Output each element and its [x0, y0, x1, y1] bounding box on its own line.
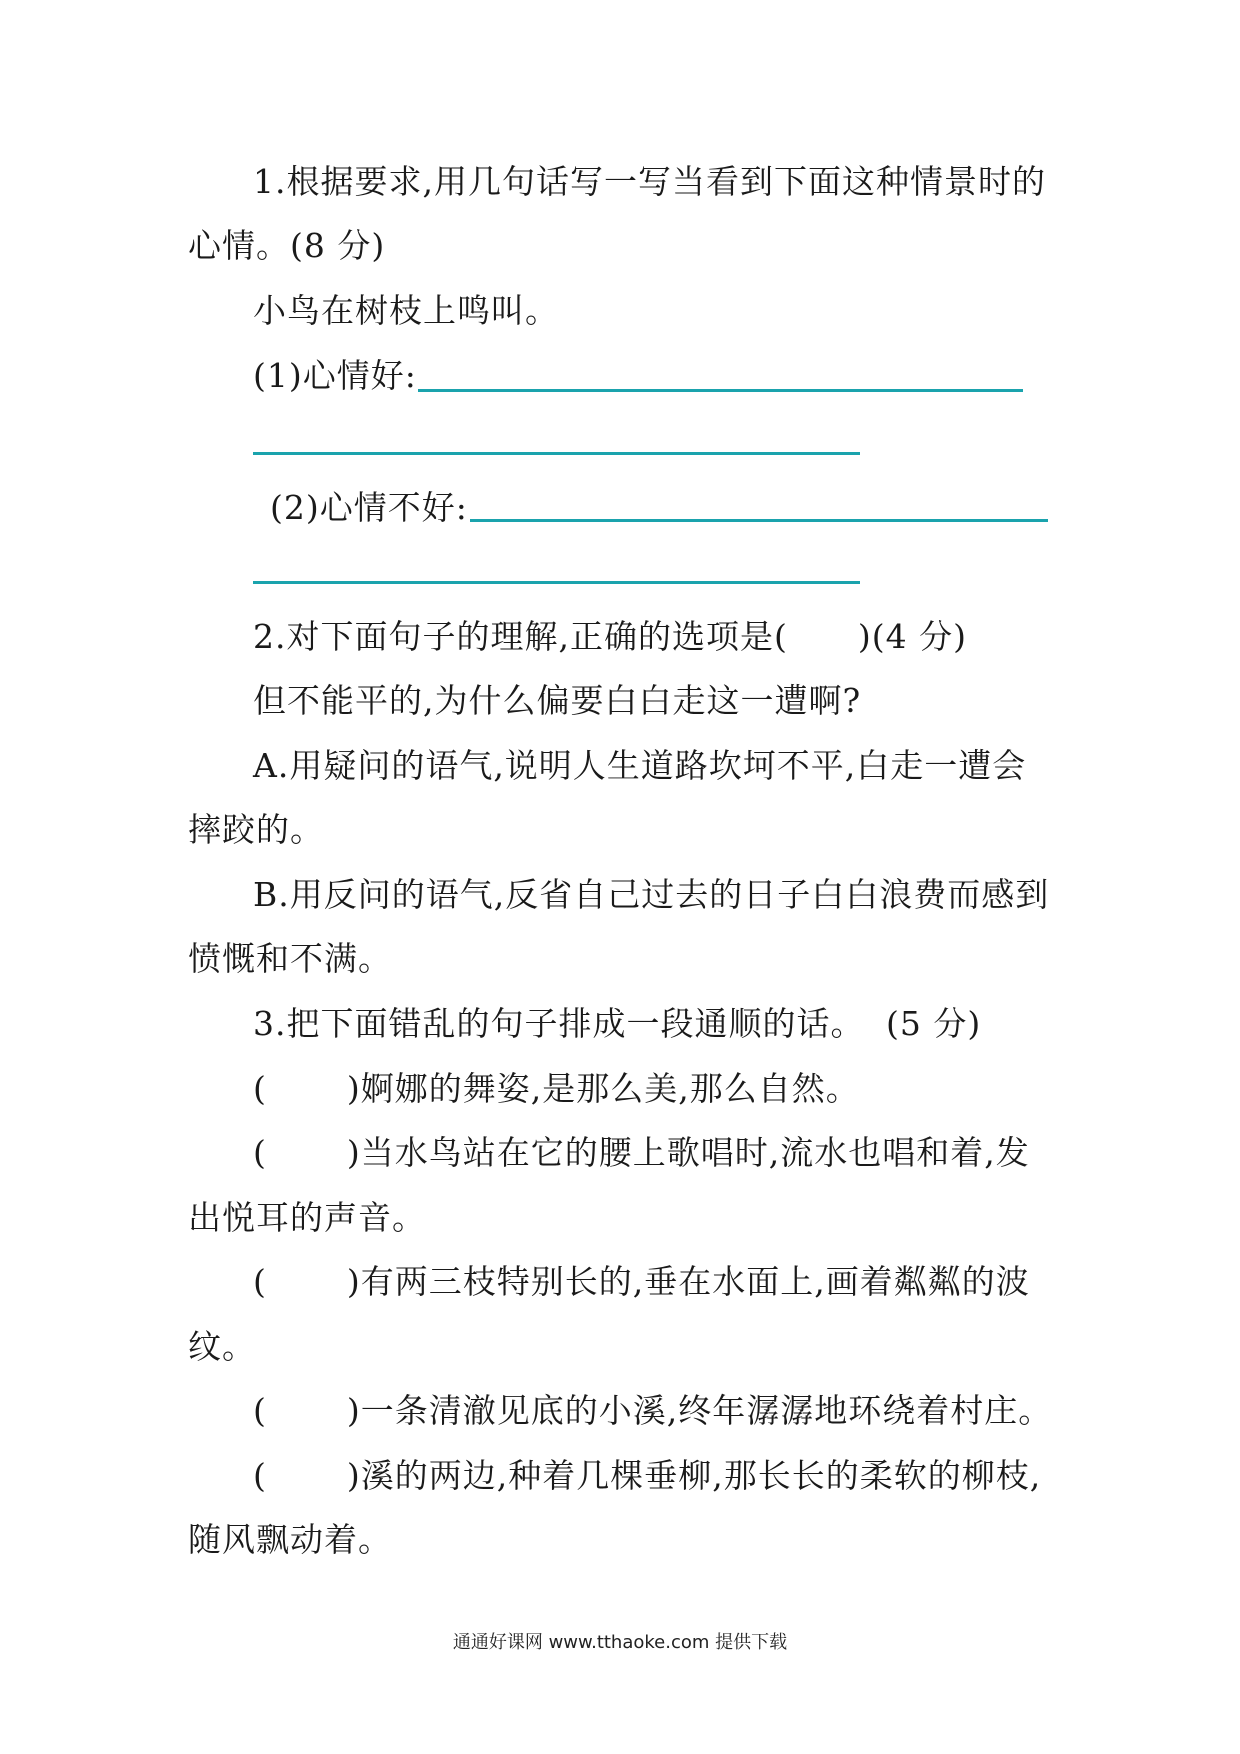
open-paren: ( [253, 1133, 267, 1172]
q2-option-b-line2: 愤慨和不满。 [188, 939, 392, 978]
q1-line1: 1.根据要求,用几句话写一写当看到下面这种情景时的 [253, 162, 1046, 201]
q3-sentence-4 [253, 1391, 1052, 1431]
q3-sentence-5-cont: 随风飘动着。 [188, 1520, 392, 1559]
q2-stem-text: 2.对下面句子的理解,正确的选项是( [253, 617, 788, 656]
q1-option2-answer-line[interactable] [470, 519, 1048, 522]
q1-sentence: 小鸟在树枝上鸣叫。 [253, 291, 559, 330]
sentence-text: 当水鸟站在它的腰上歌唱时,流水也唱和着,发 [360, 1133, 1030, 1172]
q2-score: )(4 分) [857, 617, 967, 656]
q2-option-b-line1: B.用反问的语气,反省自己过去的日子白白浪费而感到 [253, 875, 1050, 914]
close-paren: ) [346, 1456, 361, 1495]
close-paren: ) [346, 1069, 361, 1108]
q3-stem: 3.把下面错乱的句子排成一段通顺的话。 [253, 1004, 865, 1043]
q3-sentence-2-cont: 出悦耳的声音。 [188, 1198, 426, 1237]
open-paren: ( [253, 1262, 267, 1301]
q2-option-a-line2: 摔跤的。 [188, 810, 324, 849]
sentence-text: 一条清澈见底的小溪,终年潺潺地环绕着村庄。 [360, 1391, 1053, 1430]
sentence-text: 有两三枝特别长的,垂在水面上,画着粼粼的波 [360, 1262, 1030, 1301]
close-paren: ) [346, 1262, 361, 1301]
close-paren: ) [346, 1133, 361, 1172]
open-paren: ( [253, 1069, 267, 1108]
q1-option2-answer-line-2[interactable] [253, 581, 860, 584]
q3-score: (5 分) [886, 1004, 982, 1043]
q1-option1-label: (1)心情好: [253, 356, 417, 395]
q3-sentence-5 [253, 1456, 1041, 1496]
q1-option1-answer-line-2[interactable] [253, 452, 860, 455]
q3-sentence-2 [253, 1133, 1030, 1173]
sentence-text: 婀娜的舞姿,是那么美,那么自然。 [360, 1069, 860, 1108]
open-paren: ( [253, 1456, 267, 1495]
q2-option-a-line1: A.用疑问的语气,说明人生道路坎坷不平,白走一遭会 [253, 746, 1027, 785]
q2-sentence: 但不能平的,为什么偏要白白走这一遭啊? [253, 681, 862, 720]
page-footer: 通通好课网 www.tthaoke.com 提供下载 [452, 1632, 788, 1653]
q1-option1-answer-line[interactable] [418, 389, 1023, 392]
close-paren: ) [346, 1391, 361, 1430]
q3-sentence-3-cont: 纹。 [188, 1327, 256, 1366]
open-paren: ( [253, 1391, 267, 1430]
sentence-text: 溪的两边,种着几棵垂柳,那长长的柔软的柳枝, [360, 1456, 1042, 1495]
q3-sentence-1 [253, 1069, 860, 1109]
q1-option2-label: (2)心情不好: [270, 488, 468, 527]
q3-sentence-3 [253, 1262, 1030, 1302]
q2-stem [253, 617, 967, 657]
q1-line2: 心情。(8 分) [188, 226, 386, 265]
